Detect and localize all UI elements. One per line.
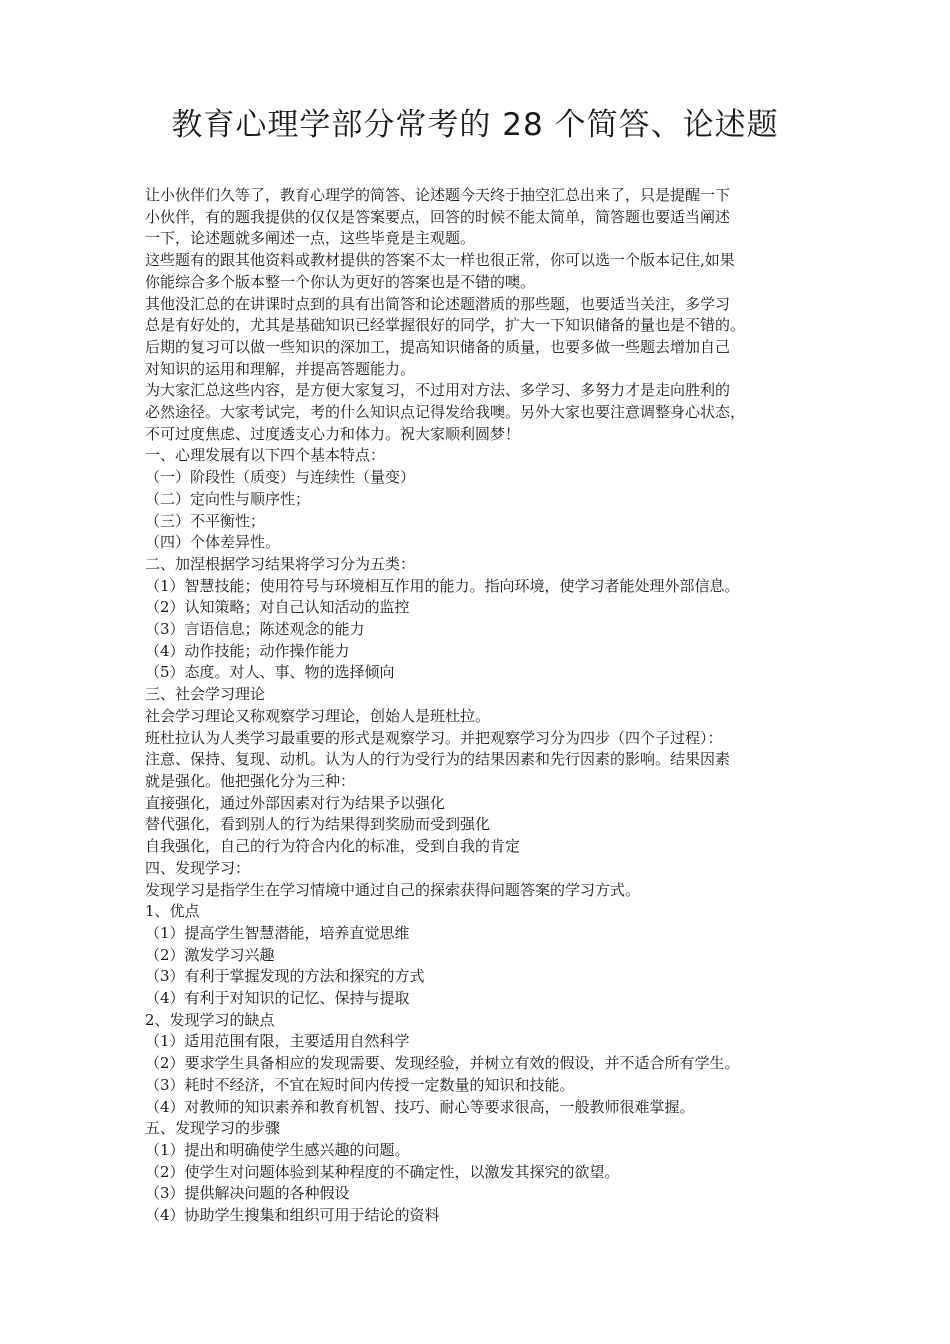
list-item: （二）定向性与顺序性； [145,489,311,508]
body-line: 这些题有的跟其他资料或教材提供的答案不太一样也很正常，你可以选一个版本记住,如果 [145,251,735,270]
section-heading: 五、发现学习的步骤 [145,1119,281,1138]
body-line: 自我强化，自己的行为符合内化的标准，受到自我的肯定 [145,837,521,856]
list-item: （1）适用范围有限，主要适用自然科学 [145,1032,410,1051]
body-line: 一下，论述题就多阐述一点，这些毕竟是主观题。 [145,229,476,248]
body-line: 发现学习是指学生在学习情境中通过自己的探索获得问题答案的学习方式。 [145,880,641,899]
body-line: 总是有好处的，尤其是基础知识已经掌握很好的同学，扩大一下知识储备的量也是不错的。 [145,316,746,335]
body-line: 让小伙伴们久等了，教育心理学的简答、论述题今天终于抽空汇总出来了，只是提醒一下 [145,186,731,204]
body-line: 社会学习理论又称观察学习理论，创始人是班杜拉。 [145,706,491,725]
section-heading: 二、加涅根据学习结果将学习分为五类： [145,554,416,573]
document-title: 教育心理学部分常考的 28 个简答、论述题 [171,107,779,143]
body-line: 班杜拉认为人类学习最重要的形式是观察学习。并把观察学习分为四步（四个子过程）： [145,728,723,747]
list-item: （2）要求学生具备相应的发现需要、发现经验，并树立有效的假设，并不适合所有学生。 [145,1054,740,1073]
section-heading: 一、心理发展有以下四个基本特点： [145,446,386,465]
body-line: 替代强化，看到别人的行为结果得到奖励而受到强化 [145,815,491,834]
list-item: （1）提出和明确使学生感兴趣的问题。 [145,1140,410,1159]
list-item: （一）阶段性（质变）与连续性（量变） [145,468,416,487]
list-item: （4）协助学生搜集和组织可用于结论的资料 [145,1206,440,1225]
body-line: 其他没汇总的在讲课时点到的具有出简答和论述题潜质的那些题，也要适当关注，多学习 [145,294,731,313]
list-item: （2）使学生对问题体验到某种程度的不确定性，以激发其探究的欲望。 [145,1162,620,1181]
body-line: 后期的复习可以做一些知识的深加工，提高知识储备的质量，也要多做一些题去增加自己 [145,337,731,356]
list-item: （4）动作技能；动作操作能力 [145,641,350,660]
list-item: （3）言语信息；陈述观念的能力 [145,620,365,639]
body-line: 直接强化，通过外部因素对行为结果予以强化 [145,793,446,812]
body-line: 必然途径。大家考试完，考的什么知识点记得发给我噢。另外大家也要注意调整身心状态， [145,403,746,422]
list-item: （4）对教师的知识素养和教育机智、技巧、耐心等要求很高，一般教师很难掌握。 [145,1097,695,1116]
list-item: （1）智慧技能；使用符号与环境相互作用的能力。指向环境，使学习者能处理外部信息。 [145,576,740,595]
subsection-heading: 2、发现学习的缺点 [145,1010,275,1029]
body-line: 就是强化。他把强化分为三种： [145,771,356,790]
section-heading: 四、发现学习： [145,858,251,877]
subsection-heading: 1、优点 [145,902,200,921]
body-line: 为大家汇总这些内容，是方便大家复习，不过用对方法、多学习、多努力才是走向胜利的 [145,381,731,400]
document-body [145,185,825,1227]
section-heading: 三、社会学习理论 [145,685,266,704]
list-item: （4）有利于对知识的记忆、保持与提取 [145,989,410,1008]
body-line: 你能综合多个版本整一个你认为更好的答案也是不错的噢。 [145,272,536,291]
list-item: （1）提高学生智慧潜能，培养直觉思维 [145,923,410,942]
list-item: （3）耗时不经济，不宜在短时间内传授一定数量的知识和技能。 [145,1075,575,1094]
list-item: （2）激发学习兴趣 [145,945,275,964]
body-line: 注意、保持、复现、动机。认为人的行为受行为的结果因素和先行因素的影响。结果因素 [145,750,731,769]
list-item: （四）个体差异性。 [145,533,281,552]
body-line: 对知识的运用和理解，并提高答题能力。 [145,359,416,378]
list-item: （2）认知策略；对自己认知活动的监控 [145,598,410,617]
list-item: （3）提供解决问题的各种假设 [145,1184,350,1203]
body-line: 小伙伴，有的题我提供的仅仅是答案要点，回答的时候不能太简单，简答题也要适当阐述 [145,207,731,226]
list-item: （5）态度。对人、事、物的选择倾向 [145,663,395,682]
body-line: 不可过度焦虑、过度透支心力和体力。祝大家顺利圆梦！ [145,424,521,443]
list-item: （3）有利于掌握发现的方法和探究的方式 [145,967,425,986]
list-item: （三）不平衡性； [145,511,266,530]
